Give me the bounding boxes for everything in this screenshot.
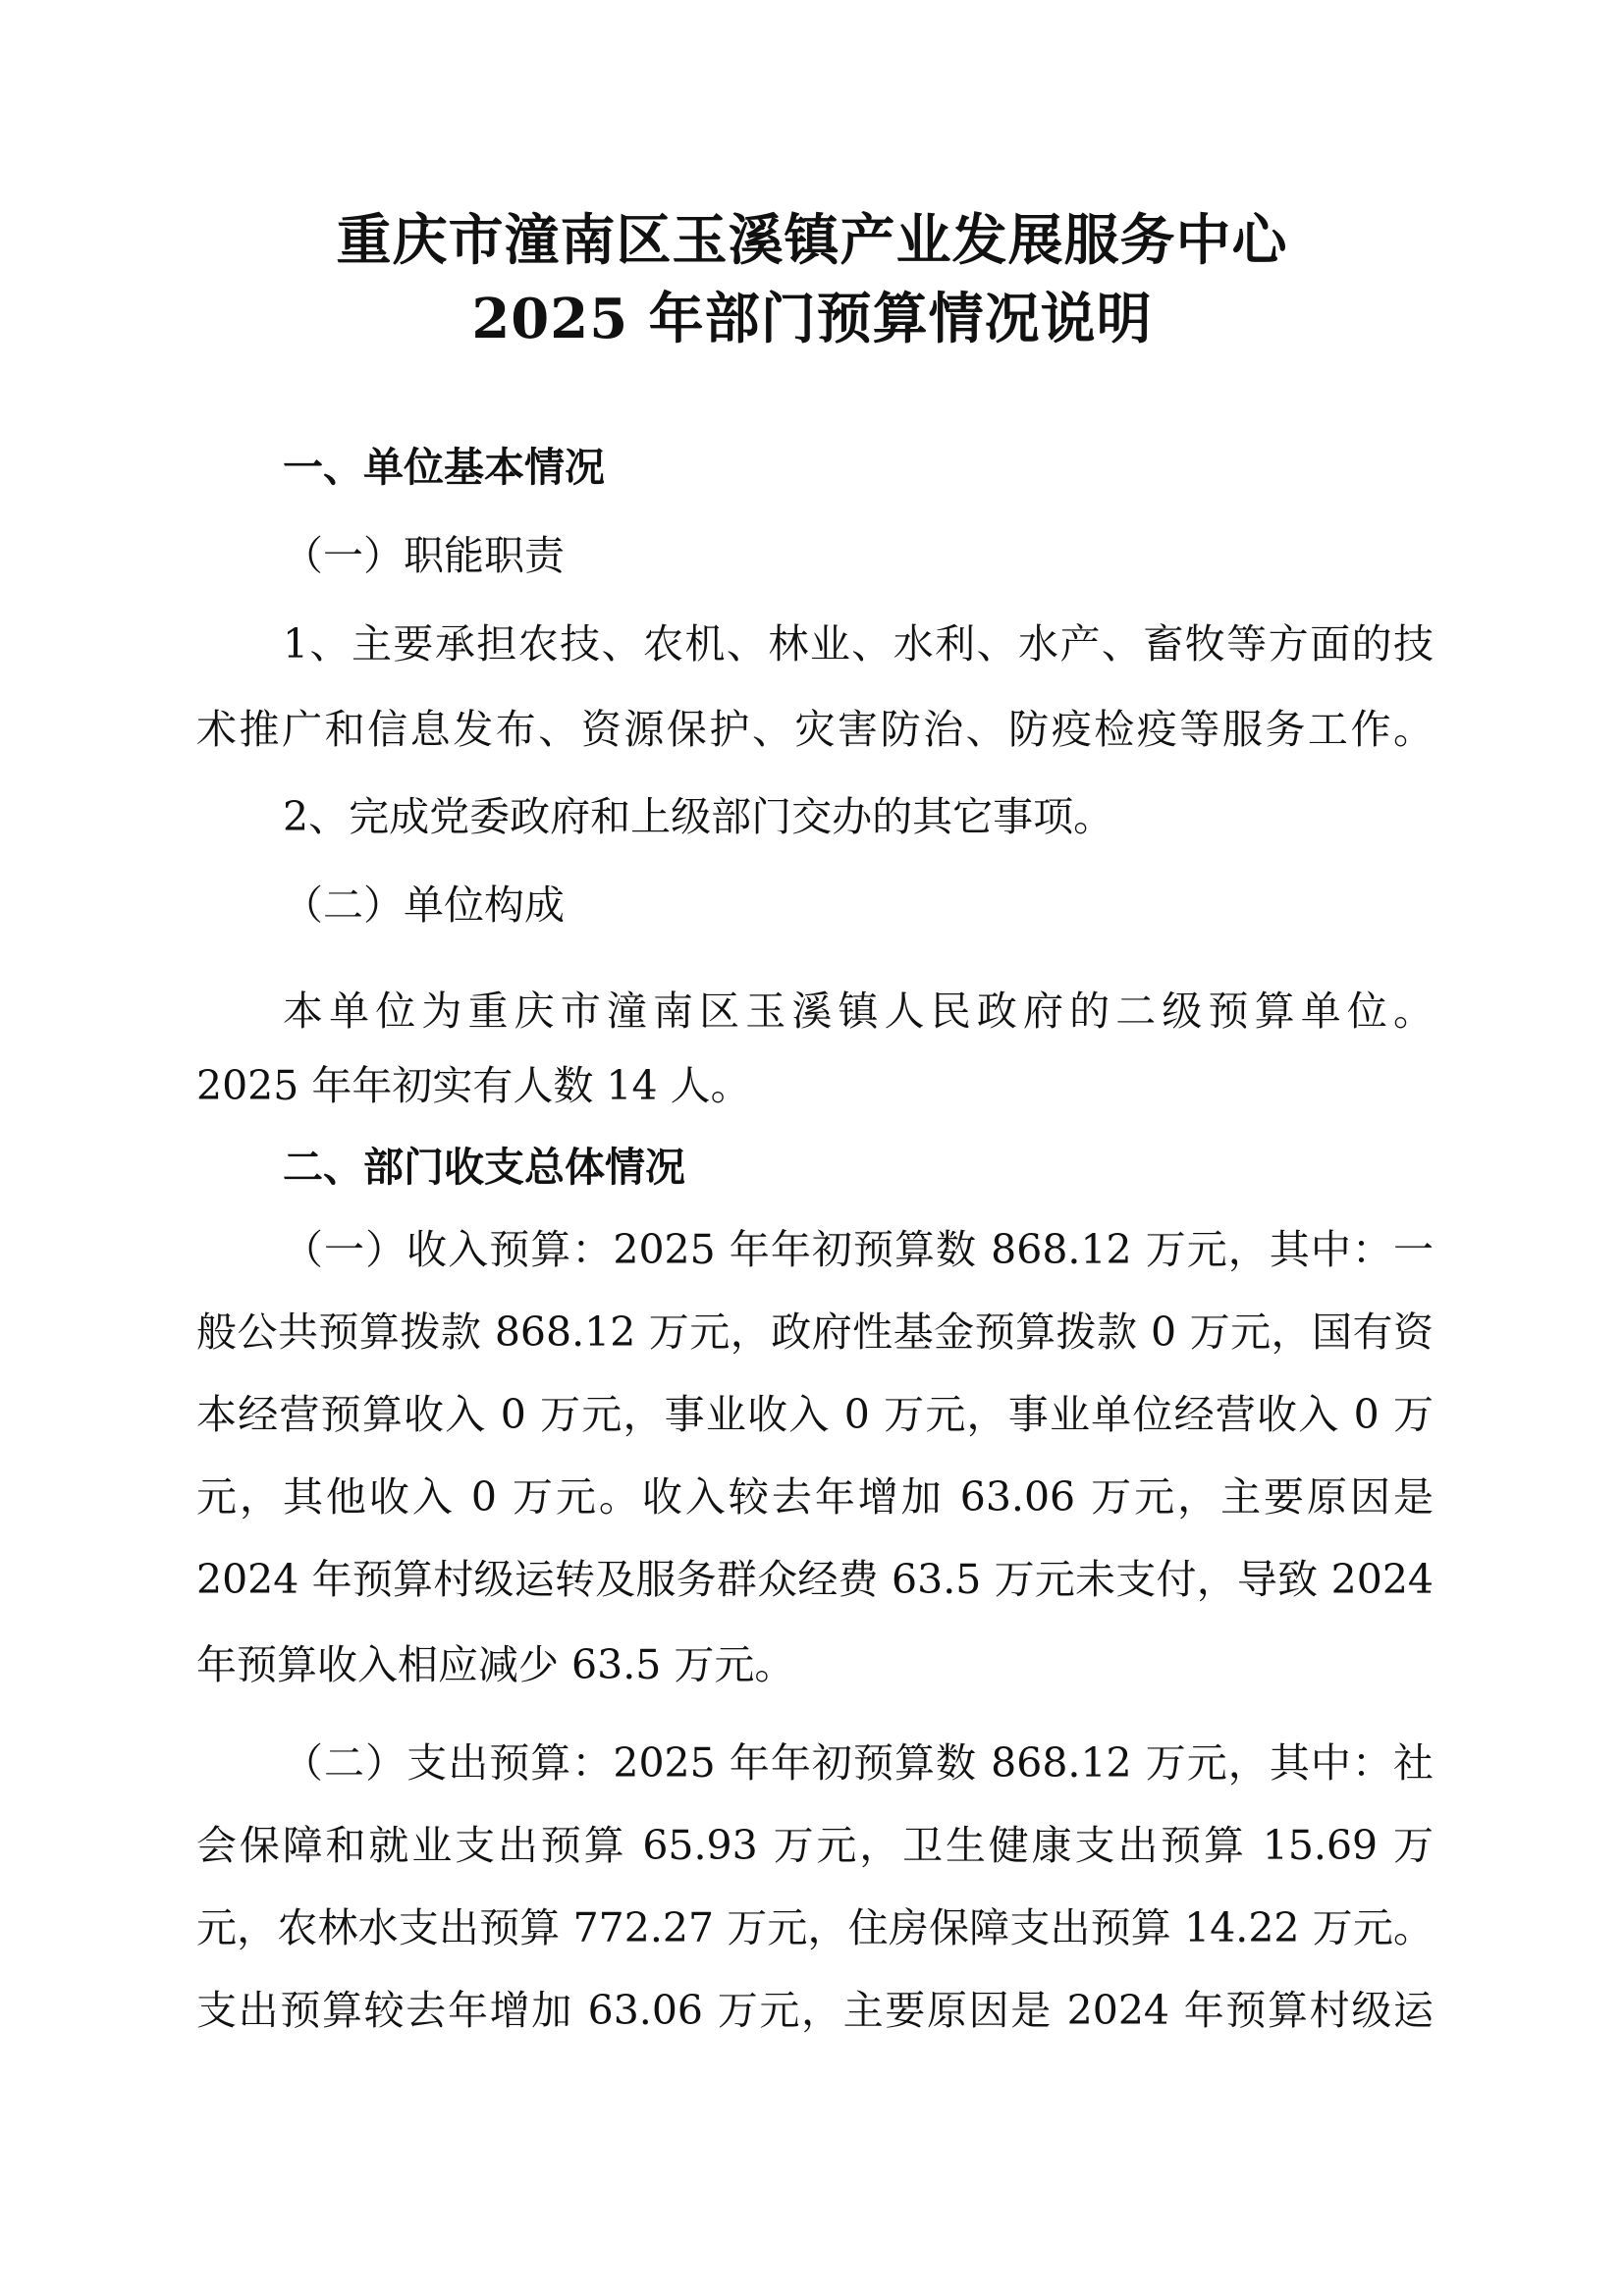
subsection-heading-functions: （一）职能职责	[283, 532, 565, 579]
paragraph-line: 元，农林水支出预算 772.27 万元，住房保障支出预算 14.22 万元。	[196, 1904, 1434, 1951]
paragraph-line: 术推广和信息发布、资源保护、灾害防治、防疫检疫等服务工作。	[196, 706, 1434, 753]
paragraph-line: 本经营预算收入 0 万元，事业收入 0 万元，事业单位经营收入 0 万	[196, 1391, 1434, 1438]
paragraph-line: 元，其他收入 0 万元。收入较去年增加 63.06 万元，主要原因是	[196, 1473, 1434, 1521]
paragraph-line: 2、完成党委政府和上级部门交办的其它事项。	[283, 793, 1114, 840]
paragraph-line: 会保障和就业支出预算 65.93 万元，卫生健康支出预算 15.69 万	[196, 1822, 1434, 1869]
subsection-heading-composition: （二）单位构成	[283, 881, 565, 929]
paragraph-line: 年预算收入相应减少 63.5 万元。	[196, 1641, 795, 1688]
paragraph-line: 2024 年预算村级运转及服务群众经费 63.5 万元未支付，导致 2024	[196, 1556, 1434, 1603]
document-title-line-1: 重庆市潼南区玉溪镇产业发展服务中心	[336, 208, 1288, 273]
document-title-line-2: 2025 年部门预算情况说明	[471, 287, 1153, 351]
paragraph-line: 支出预算较去年增加 63.06 万元，主要原因是 2024 年预算村级运	[196, 1987, 1434, 2034]
paragraph-line: （一）收入预算：2025 年年初预算数 868.12 万元，其中：一	[283, 1226, 1434, 1273]
paragraph-line: 1、主要承担农技、农机、林业、水利、水产、畜牧等方面的技	[283, 620, 1434, 667]
section-heading-budget-overview: 二、部门收支总体情况	[283, 1144, 685, 1191]
paragraph-line: 本单位为重庆市潼南区玉溪镇人民政府的二级预算单位。	[283, 988, 1434, 1035]
paragraph-line: （二）支出预算：2025 年年初预算数 868.12 万元，其中：社	[283, 1739, 1434, 1787]
section-heading-basic-info: 一、单位基本情况	[283, 444, 605, 491]
paragraph-line: 2025 年年初实有人数 14 人。	[196, 1062, 751, 1109]
paragraph-line: 般公共预算拨款 868.12 万元，政府性基金预算拨款 0 万元，国有资	[196, 1308, 1434, 1356]
